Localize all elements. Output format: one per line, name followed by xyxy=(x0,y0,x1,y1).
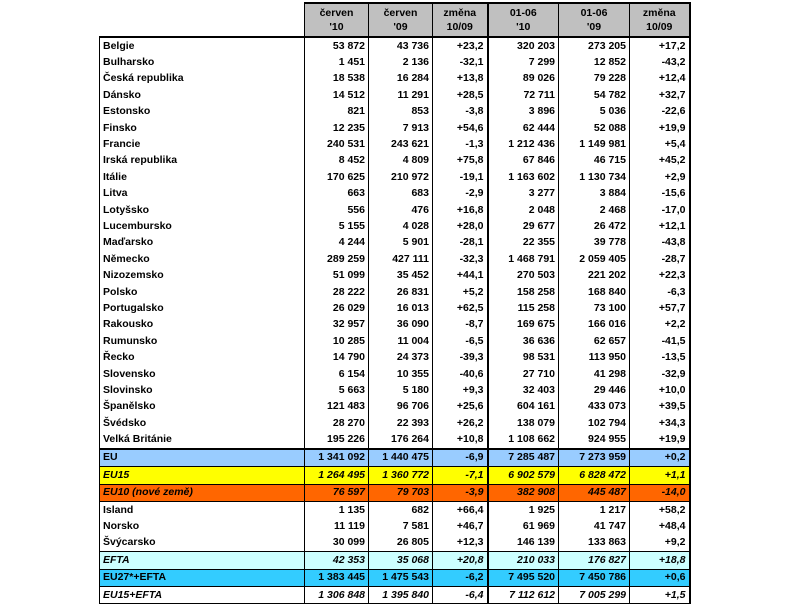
value-cell: 53 872 xyxy=(305,37,369,54)
value-cell: 1 440 475 xyxy=(369,449,433,467)
row-label: EU xyxy=(100,449,305,467)
value-cell: 146 139 xyxy=(488,535,559,552)
column-header-line1: 01-06 xyxy=(509,7,537,19)
value-cell: 32 403 xyxy=(488,382,559,398)
table-row xyxy=(100,251,690,267)
column-header xyxy=(488,3,559,37)
value-cell: 12 235 xyxy=(305,120,369,136)
row-label: Maďarsko xyxy=(100,235,305,251)
value-cell: 138 079 xyxy=(488,415,559,431)
column-header-line2: 10/09 xyxy=(646,21,673,33)
value-cell: 1 395 840 xyxy=(369,586,433,603)
value-cell: 18 538 xyxy=(305,71,369,87)
value-cell: 221 202 xyxy=(559,267,630,283)
row-label: Island xyxy=(100,501,305,518)
value-cell: 3 277 xyxy=(488,186,559,202)
header-row xyxy=(100,3,690,37)
value-cell: +19,9 xyxy=(630,431,690,448)
value-cell: 28 270 xyxy=(305,415,369,431)
value-cell: 2 059 405 xyxy=(559,251,630,267)
table-row xyxy=(100,467,690,484)
value-cell: +10,8 xyxy=(433,431,488,448)
table-row xyxy=(100,569,690,586)
value-cell: +1,5 xyxy=(630,586,690,603)
value-cell: 27 710 xyxy=(488,366,559,382)
value-cell: -6,9 xyxy=(433,449,488,467)
value-cell: 1 360 772 xyxy=(369,467,433,484)
value-cell: -32,3 xyxy=(433,251,488,267)
value-cell: 10 355 xyxy=(369,366,433,382)
table-row xyxy=(100,399,690,415)
row-label: Lotyšsko xyxy=(100,202,305,218)
value-cell: 2 136 xyxy=(369,54,433,70)
value-cell: 10 285 xyxy=(305,333,369,349)
value-cell: 7 005 299 xyxy=(559,586,630,603)
value-cell: 1 212 436 xyxy=(488,136,559,152)
value-cell: -8,7 xyxy=(433,317,488,333)
value-cell: 7 273 959 xyxy=(559,449,630,467)
value-cell: +18,8 xyxy=(630,552,690,569)
value-cell: 52 088 xyxy=(559,120,630,136)
value-cell: 29 446 xyxy=(559,382,630,398)
value-cell: +75,8 xyxy=(433,153,488,169)
value-cell: +9,2 xyxy=(630,535,690,552)
value-cell: +13,8 xyxy=(433,71,488,87)
value-cell: 16 284 xyxy=(369,71,433,87)
value-cell: 7 450 786 xyxy=(559,569,630,586)
value-cell: +17,2 xyxy=(630,37,690,54)
value-cell: 133 863 xyxy=(559,535,630,552)
value-cell: 243 621 xyxy=(369,136,433,152)
value-cell: +34,3 xyxy=(630,415,690,431)
value-cell: -14,0 xyxy=(630,484,690,501)
value-cell: 39 778 xyxy=(559,235,630,251)
value-cell: 1 468 791 xyxy=(488,251,559,267)
row-label: Bulharsko xyxy=(100,54,305,70)
value-cell: 1 306 848 xyxy=(305,586,369,603)
value-cell: -17,0 xyxy=(630,202,690,218)
value-cell: 5 901 xyxy=(369,235,433,251)
row-label: EU10 (nové země) xyxy=(100,484,305,501)
value-cell: 14 790 xyxy=(305,349,369,365)
row-label: EFTA xyxy=(100,552,305,569)
value-cell: 67 846 xyxy=(488,153,559,169)
column-header-line2: '10 xyxy=(329,21,344,33)
value-cell: 682 xyxy=(369,501,433,518)
table-row xyxy=(100,186,690,202)
table-row xyxy=(100,104,690,120)
value-cell: 1 475 543 xyxy=(369,569,433,586)
row-label: EU15 xyxy=(100,467,305,484)
value-cell: 821 xyxy=(305,104,369,120)
table-row xyxy=(100,449,690,467)
value-cell: +1,1 xyxy=(630,467,690,484)
value-cell: 7 285 487 xyxy=(488,449,559,467)
table-row xyxy=(100,136,690,152)
value-cell: 35 452 xyxy=(369,267,433,283)
value-cell: -3,9 xyxy=(433,484,488,501)
value-cell: 24 373 xyxy=(369,349,433,365)
value-cell: 1 149 981 xyxy=(559,136,630,152)
row-label: EU27*+EFTA xyxy=(100,569,305,586)
value-cell: +26,2 xyxy=(433,415,488,431)
value-cell: +25,6 xyxy=(433,399,488,415)
value-cell: 273 205 xyxy=(559,37,630,54)
value-cell: 1 264 495 xyxy=(305,467,369,484)
value-cell: 1 925 xyxy=(488,501,559,518)
column-header-line2: 10/09 xyxy=(446,21,473,33)
value-cell: -43,8 xyxy=(630,235,690,251)
table-row xyxy=(100,431,690,448)
value-cell: 72 711 xyxy=(488,87,559,103)
value-cell: 683 xyxy=(369,186,433,202)
value-cell: +5,2 xyxy=(433,284,488,300)
value-cell: 12 852 xyxy=(559,54,630,70)
value-cell: +9,3 xyxy=(433,382,488,398)
value-cell: 6 154 xyxy=(305,366,369,382)
row-label: Finsko xyxy=(100,120,305,136)
table-row xyxy=(100,120,690,136)
row-label: Švédsko xyxy=(100,415,305,431)
column-header-line1: 01-06 xyxy=(580,7,608,19)
value-cell: -39,3 xyxy=(433,349,488,365)
value-cell: 270 503 xyxy=(488,267,559,283)
value-cell: +12,1 xyxy=(630,218,690,234)
row-label: Belgie xyxy=(100,37,305,54)
column-header-line2: '09 xyxy=(586,21,602,33)
table-row xyxy=(100,284,690,300)
value-cell: 4 809 xyxy=(369,153,433,169)
table-row xyxy=(100,317,690,333)
value-cell: +48,4 xyxy=(630,518,690,534)
value-cell: 121 483 xyxy=(305,399,369,415)
column-header-line1: změna xyxy=(642,7,676,19)
value-cell: -28,1 xyxy=(433,235,488,251)
value-cell: -6,4 xyxy=(433,586,488,603)
value-cell: 556 xyxy=(305,202,369,218)
value-cell: 26 472 xyxy=(559,218,630,234)
table-row xyxy=(100,153,690,169)
row-label: EU15+EFTA xyxy=(100,586,305,603)
value-cell: 1 130 734 xyxy=(559,169,630,185)
row-label: Itálie xyxy=(100,169,305,185)
row-label: Rumunsko xyxy=(100,333,305,349)
value-cell: 11 119 xyxy=(305,518,369,534)
table-row xyxy=(100,54,690,70)
value-cell: 7 581 xyxy=(369,518,433,534)
value-cell: 102 794 xyxy=(559,415,630,431)
value-cell: 51 099 xyxy=(305,267,369,283)
value-cell: 5 663 xyxy=(305,382,369,398)
value-cell: 853 xyxy=(369,104,433,120)
value-cell: 4 028 xyxy=(369,218,433,234)
value-cell: -3,8 xyxy=(433,104,488,120)
value-cell: -22,6 xyxy=(630,104,690,120)
value-cell: -19,1 xyxy=(433,169,488,185)
table-row xyxy=(100,300,690,316)
value-cell: 113 950 xyxy=(559,349,630,365)
value-cell: 7 495 520 xyxy=(488,569,559,586)
value-cell: 924 955 xyxy=(559,431,630,448)
value-cell: 210 033 xyxy=(488,552,559,569)
value-cell: 5 155 xyxy=(305,218,369,234)
value-cell: +12,3 xyxy=(433,535,488,552)
value-cell: 1 383 445 xyxy=(305,569,369,586)
row-label: Dánsko xyxy=(100,87,305,103)
value-cell: 43 736 xyxy=(369,37,433,54)
value-cell: +10,0 xyxy=(630,382,690,398)
value-cell: 5 180 xyxy=(369,382,433,398)
column-header xyxy=(433,3,488,37)
value-cell: +16,8 xyxy=(433,202,488,218)
row-label: Litva xyxy=(100,186,305,202)
value-cell: 4 244 xyxy=(305,235,369,251)
table-row xyxy=(100,349,690,365)
column-header xyxy=(100,3,305,37)
table-row xyxy=(100,169,690,185)
row-label: Norsko xyxy=(100,518,305,534)
value-cell: +22,3 xyxy=(630,267,690,283)
value-cell: 16 013 xyxy=(369,300,433,316)
value-cell: 11 291 xyxy=(369,87,433,103)
value-cell: 7 913 xyxy=(369,120,433,136)
value-cell: 445 487 xyxy=(559,484,630,501)
value-cell: 36 636 xyxy=(488,333,559,349)
value-cell: -32,1 xyxy=(433,54,488,70)
value-cell: 8 452 xyxy=(305,153,369,169)
value-cell: -43,2 xyxy=(630,54,690,70)
row-label: Slovinsko xyxy=(100,382,305,398)
value-cell: 22 355 xyxy=(488,235,559,251)
value-cell: 41 747 xyxy=(559,518,630,534)
value-cell: -6,3 xyxy=(630,284,690,300)
value-cell: +58,2 xyxy=(630,501,690,518)
value-cell: 604 161 xyxy=(488,399,559,415)
value-cell: 61 969 xyxy=(488,518,559,534)
row-label: Rakousko xyxy=(100,317,305,333)
value-cell: 240 531 xyxy=(305,136,369,152)
value-cell: 73 100 xyxy=(559,300,630,316)
row-label: Francie xyxy=(100,136,305,152)
value-cell: +62,5 xyxy=(433,300,488,316)
table-row xyxy=(100,218,690,234)
table-row xyxy=(100,518,690,534)
table-row xyxy=(100,382,690,398)
value-cell: 42 353 xyxy=(305,552,369,569)
value-cell: +5,4 xyxy=(630,136,690,152)
value-cell: +28,0 xyxy=(433,218,488,234)
table-row xyxy=(100,37,690,54)
value-cell: 6 828 472 xyxy=(559,467,630,484)
value-cell: 96 706 xyxy=(369,399,433,415)
column-header-line1: změna xyxy=(443,7,477,19)
value-cell: +19,9 xyxy=(630,120,690,136)
value-cell: 476 xyxy=(369,202,433,218)
value-cell: 26 831 xyxy=(369,284,433,300)
value-cell: +54,6 xyxy=(433,120,488,136)
value-cell: 320 203 xyxy=(488,37,559,54)
column-header xyxy=(305,3,369,37)
column-header xyxy=(559,3,630,37)
value-cell: -6,5 xyxy=(433,333,488,349)
table-row xyxy=(100,501,690,518)
value-cell: +45,2 xyxy=(630,153,690,169)
column-header-line2: '10 xyxy=(516,21,531,33)
table-row xyxy=(100,87,690,103)
value-cell: 62 444 xyxy=(488,120,559,136)
value-cell: 663 xyxy=(305,186,369,202)
value-cell: 1 135 xyxy=(305,501,369,518)
value-cell: -7,1 xyxy=(433,467,488,484)
column-header-line1: červen xyxy=(319,7,354,19)
value-cell: 89 026 xyxy=(488,71,559,87)
value-cell: 29 677 xyxy=(488,218,559,234)
column-header-line2: '09 xyxy=(393,21,408,33)
value-cell: +2,2 xyxy=(630,317,690,333)
value-cell: +66,4 xyxy=(433,501,488,518)
row-label: Velká Británie xyxy=(100,431,305,448)
value-cell: 170 625 xyxy=(305,169,369,185)
table-row xyxy=(100,235,690,251)
value-cell: 26 029 xyxy=(305,300,369,316)
value-cell: 22 393 xyxy=(369,415,433,431)
value-cell: -15,6 xyxy=(630,186,690,202)
registrations-table xyxy=(99,2,691,604)
value-cell: 2 048 xyxy=(488,202,559,218)
value-cell: 5 036 xyxy=(559,104,630,120)
value-cell: 36 090 xyxy=(369,317,433,333)
value-cell: 433 073 xyxy=(559,399,630,415)
value-cell: 115 258 xyxy=(488,300,559,316)
value-cell: +23,2 xyxy=(433,37,488,54)
value-cell: +2,9 xyxy=(630,169,690,185)
value-cell: 195 226 xyxy=(305,431,369,448)
value-cell: +0,2 xyxy=(630,449,690,467)
value-cell: -13,5 xyxy=(630,349,690,365)
value-cell: +39,5 xyxy=(630,399,690,415)
value-cell: 210 972 xyxy=(369,169,433,185)
value-cell: +0,6 xyxy=(630,569,690,586)
value-cell: 79 228 xyxy=(559,71,630,87)
value-cell: 3 896 xyxy=(488,104,559,120)
table-row xyxy=(100,552,690,569)
value-cell: 32 957 xyxy=(305,317,369,333)
row-label: Lucembursko xyxy=(100,218,305,234)
value-cell: +12,4 xyxy=(630,71,690,87)
value-cell: 382 908 xyxy=(488,484,559,501)
row-label: Portugalsko xyxy=(100,300,305,316)
value-cell: 54 782 xyxy=(559,87,630,103)
value-cell: 46 715 xyxy=(559,153,630,169)
value-cell: 427 111 xyxy=(369,251,433,267)
value-cell: 289 259 xyxy=(305,251,369,267)
table-row xyxy=(100,267,690,283)
value-cell: -32,9 xyxy=(630,366,690,382)
value-cell: 35 068 xyxy=(369,552,433,569)
value-cell: 98 531 xyxy=(488,349,559,365)
value-cell: 79 703 xyxy=(369,484,433,501)
table-row xyxy=(100,535,690,552)
value-cell: 176 827 xyxy=(559,552,630,569)
value-cell: 1 451 xyxy=(305,54,369,70)
row-label: Řecko xyxy=(100,349,305,365)
table-row xyxy=(100,366,690,382)
value-cell: 41 298 xyxy=(559,366,630,382)
row-label: Irská republika xyxy=(100,153,305,169)
value-cell: -41,5 xyxy=(630,333,690,349)
value-cell: 76 597 xyxy=(305,484,369,501)
value-cell: +20,8 xyxy=(433,552,488,569)
value-cell: +44,1 xyxy=(433,267,488,283)
value-cell: 1 163 602 xyxy=(488,169,559,185)
value-cell: 7 299 xyxy=(488,54,559,70)
value-cell: -28,7 xyxy=(630,251,690,267)
value-cell: 1 108 662 xyxy=(488,431,559,448)
value-cell: +46,7 xyxy=(433,518,488,534)
row-label: Estonsko xyxy=(100,104,305,120)
value-cell: 6 902 579 xyxy=(488,467,559,484)
value-cell: 176 264 xyxy=(369,431,433,448)
table-row xyxy=(100,484,690,501)
value-cell: -6,2 xyxy=(433,569,488,586)
table-row xyxy=(100,333,690,349)
row-label: Česká republika xyxy=(100,71,305,87)
row-label: Polsko xyxy=(100,284,305,300)
value-cell: 28 222 xyxy=(305,284,369,300)
value-cell: -2,9 xyxy=(433,186,488,202)
value-cell: 2 468 xyxy=(559,202,630,218)
row-label: Švýcarsko xyxy=(100,535,305,552)
value-cell: 62 657 xyxy=(559,333,630,349)
value-cell: 7 112 612 xyxy=(488,586,559,603)
table-body xyxy=(100,37,690,604)
column-header xyxy=(630,3,690,37)
value-cell: -1,3 xyxy=(433,136,488,152)
row-label: Slovensko xyxy=(100,366,305,382)
value-cell: 166 016 xyxy=(559,317,630,333)
row-label: Španělsko xyxy=(100,399,305,415)
value-cell: 26 805 xyxy=(369,535,433,552)
table-row xyxy=(100,586,690,603)
value-cell: 14 512 xyxy=(305,87,369,103)
value-cell: +32,7 xyxy=(630,87,690,103)
value-cell: 1 217 xyxy=(559,501,630,518)
value-cell: +57,7 xyxy=(630,300,690,316)
value-cell: 169 675 xyxy=(488,317,559,333)
column-header xyxy=(369,3,433,37)
row-label: Německo xyxy=(100,251,305,267)
table-row xyxy=(100,415,690,431)
table-row xyxy=(100,202,690,218)
column-header-line1: červen xyxy=(383,7,418,19)
row-label: Nizozemsko xyxy=(100,267,305,283)
value-cell: 3 884 xyxy=(559,186,630,202)
table-row xyxy=(100,71,690,87)
value-cell: 158 258 xyxy=(488,284,559,300)
value-cell: 168 840 xyxy=(559,284,630,300)
value-cell: -40,6 xyxy=(433,366,488,382)
value-cell: 11 004 xyxy=(369,333,433,349)
value-cell: +28,5 xyxy=(433,87,488,103)
value-cell: 1 341 092 xyxy=(305,449,369,467)
value-cell: 30 099 xyxy=(305,535,369,552)
